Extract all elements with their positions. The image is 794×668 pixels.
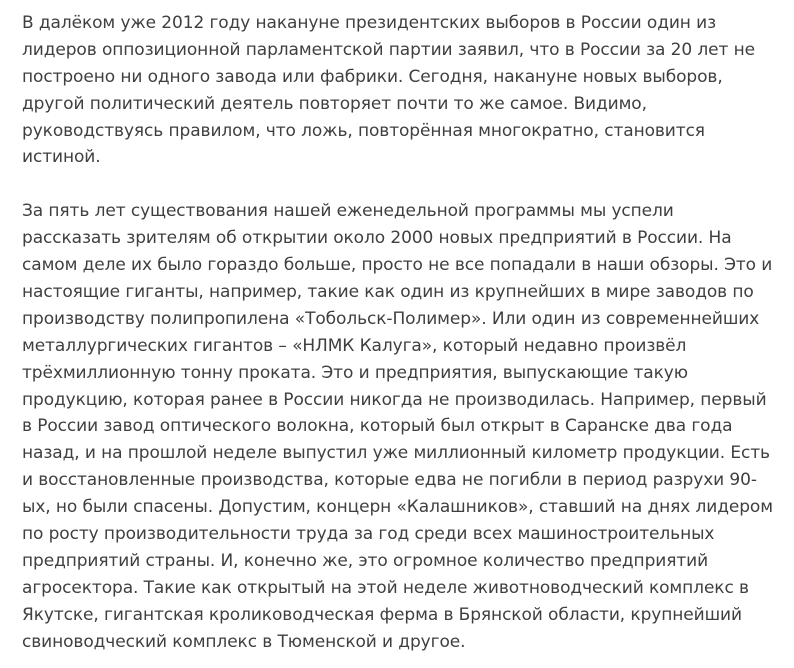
text-line: самом деле их было гораздо больше, просто не все попадали в наши обзоры. Это и: [22, 255, 773, 276]
text-line: ых, но были спасены. Допустим, концерн «Калашников», ставший на днях лидером: [22, 497, 773, 518]
text-line: руководствуясь правилом, что ложь, повторённая многократно, становится: [22, 120, 705, 141]
text-line: продукцию, которая ранее в России никогда не производилась. Например, первый: [22, 389, 767, 410]
paragraph-2: [22, 198, 794, 655]
text-line: по росту производительности труда за год среди всех машиностроительных: [22, 524, 715, 545]
text-line: свиноводческий комплекс в Тюменской и другое.: [22, 631, 466, 652]
text-line: Якутске, гигантская кролиководческая ферма в Брянской области, крупнейший: [22, 604, 742, 625]
text-line: другой политический деятель повторяет почти то же самое. Видимо,: [22, 93, 647, 114]
text-line: настоящие гиганты, например, такие как один из крупнейших в мире заводов по: [22, 282, 754, 303]
text-line: В далёком уже 2012 году накануне президентских выборов в России один из: [22, 13, 717, 33]
text-line: рассказать зрителям об открытии около 2000 новых предприятий в России. На: [22, 228, 732, 249]
text-line: в России завод оптического волокна, который был открыт в Саранске два года: [22, 416, 733, 437]
paragraph-1: [22, 10, 794, 171]
text-line: металлургических гигантов – «НЛМК Калуга», который недавно произвёл: [22, 335, 687, 356]
text-line: лидеров оппозиционной парламентской партии заявил, что в России за 20 лет не: [22, 39, 756, 60]
text-line: трёхмиллионную тонну проката. Это и предприятия, выпускающие такую: [22, 362, 688, 383]
text-line: агросектора. Такие как открытый на этой неделе животноводческий комплекс в: [22, 577, 749, 598]
text-line: производству полипропилена «Тобольск-Полимер». Или один из современнейших: [22, 308, 760, 329]
text-line: построено ни одного завода или фабрики. Сегодня, накануне новых выборов,: [22, 66, 723, 87]
text-line: назад, и на прошлой неделе выпустил уже миллионный километр продукции. Есть: [22, 443, 770, 464]
text-line: предприятий страны. И, конечно же, это огромное количество предприятий: [22, 550, 709, 571]
text-line: истиной.: [22, 147, 101, 168]
text-line: и восстановленные производства, которые едва не погибли в период разрухи 90-: [22, 470, 757, 491]
article-body: [22, 10, 794, 655]
text-line: За пять лет существования нашей еженедельной программы мы успели: [22, 201, 674, 222]
